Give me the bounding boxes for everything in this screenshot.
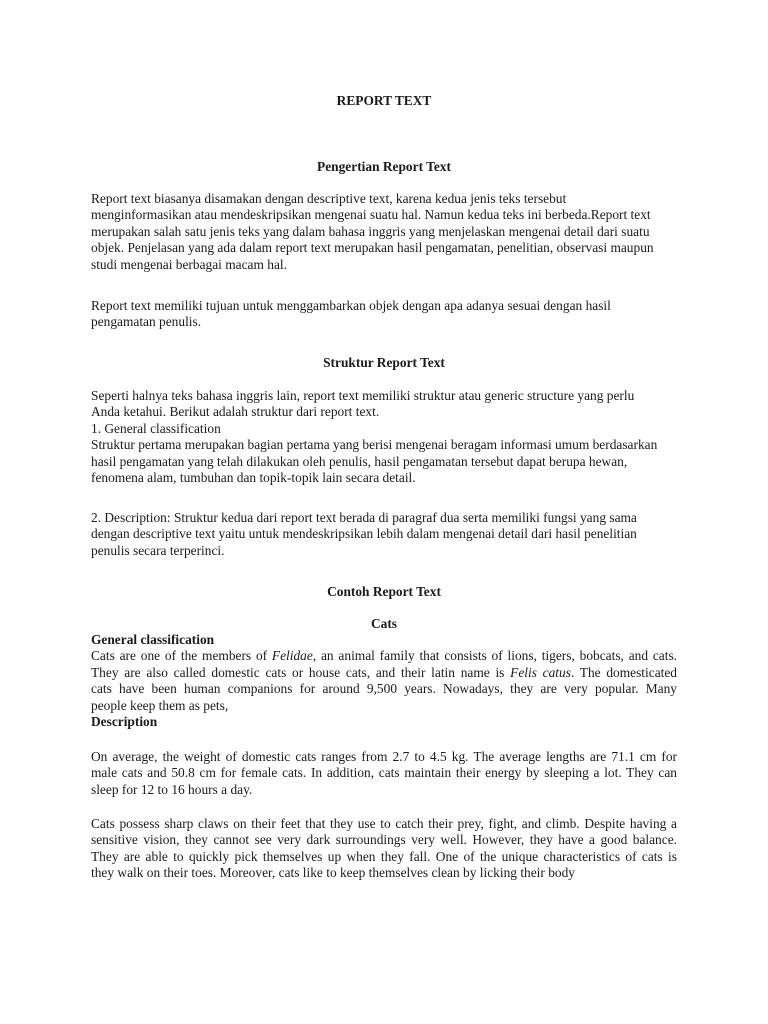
paragraph-pengertian-1 [91, 191, 677, 273]
paragraph-pengertian-2 [91, 298, 677, 331]
text-line: Anda ketahui. Berikut adalah struktur dari report text. [91, 404, 380, 420]
text-line: dengan descriptive text yaitu untuk mendeskripsikan lebih dalam mengenai detail dari hasil penelitian [91, 526, 637, 542]
inline-italic-text: Felidae [271, 648, 313, 664]
text-line: sensitive vision, they cannot see very dark surroundings very well. However, they have a good balance. [91, 832, 677, 848]
paragraph-struktur-description [91, 510, 677, 559]
text-line: cats have been human companions for around 9,500 years. Nowadays, they are very popular. Many [91, 681, 677, 697]
text-line: merupakan salah satu jenis teks yang dalam bahasa inggris yang menjelaskan mengenai detail dari suatu [91, 223, 650, 239]
section-heading-pengertian: Pengertian Report Text [317, 159, 451, 174]
inline-italic-text: Felis catus [510, 664, 571, 680]
text-line: Struktur pertama merupakan bagian pertama yang berisi mengenai beragam informasi umum berdasarkan [91, 437, 658, 453]
inline-text: They are also called domestic cats or house cats, and their latin name is [91, 664, 511, 680]
paragraph-cats-general [91, 632, 677, 730]
text-line [91, 665, 677, 681]
section-heading-struktur: Struktur Report Text [323, 355, 445, 370]
text-line: pengamatan penulis. [91, 314, 202, 330]
text-line: people keep them as pets, [91, 697, 229, 713]
paragraph-cats-description-1 [91, 749, 677, 798]
inline-text: , an animal family that consists of lions, tigers, bobcats, and cats. [312, 648, 678, 664]
list-item-label: 2. Description [91, 510, 167, 525]
document-title: REPORT TEXT [336, 93, 432, 108]
paragraph-cats-description-2 [91, 816, 677, 882]
text-line [91, 648, 677, 664]
inline-text: Cats are one of the members of [91, 648, 272, 664]
list-item-label: 1. General classification [91, 420, 221, 436]
inline-text: : Struktur kedua dari report text berada di paragraf dua serta memiliki fungsi yang sama [166, 510, 637, 525]
section-heading-contoh: Contoh Report Text [327, 584, 441, 599]
text-line: Report text memiliki tujuan untuk menggambarkan objek dengan apa adanya sesuai dengan hasil [91, 298, 611, 313]
text-line [91, 510, 677, 526]
text-line: Report text biasanya disamakan dengan descriptive text, karena kedua jenis teks tersebut [91, 191, 567, 206]
subsection-label-description: Description [91, 714, 158, 730]
text-line: studi mengenai berbagai macam hal. [91, 256, 287, 272]
text-line: objek. Penjelasan yang ada dalam report text merupakan hasil pengamatan, penelitian, observasi maupun [91, 240, 654, 256]
text-line: they walk on their toes. Moreover, cats like to keep themselves clean by licking their body [91, 865, 575, 881]
subsection-label-general: General classification [91, 632, 215, 647]
paragraph-struktur-intro [91, 388, 677, 486]
text-line: hasil pengamatan yang telah dilakukan oleh penulis, hasil pengamatan tersebut dapat berupa hewan, [91, 453, 628, 469]
text-line: Cats possess sharp claws on their feet that they use to catch their prey, fight, and climb. Despite having a [91, 816, 677, 831]
text-line: penulis secara terperinci. [91, 542, 225, 558]
example-subheading-cats: Cats [370, 616, 398, 631]
text-line: On average, the weight of domestic cats ranges from 2.7 to 4.5 kg. The average lengths are 71.1 cm for [91, 749, 677, 764]
text-line: menginformasikan atau mendeskripsikan mengenai suatu hal. Namun kedua teks ini berbeda.Report text [91, 207, 651, 223]
text-line: sleep for 12 to 16 hours a day. [91, 781, 253, 797]
inline-text: . The domesticated [570, 664, 677, 680]
text-line: male cats and 50.8 cm for female cats. In addition, cats maintain their energy by sleeping a lot. They can [91, 765, 677, 781]
text-line: They are able to quickly pick themselves up when they fall. One of the unique characteristics of cats is [91, 848, 677, 864]
text-line: fenomena alam, tumbuhan dan topik-topik lain secara detail. [91, 470, 416, 486]
text-line: Seperti halnya teks bahasa inggris lain, report text memiliki struktur atau generic structure yang perlu [91, 388, 635, 403]
